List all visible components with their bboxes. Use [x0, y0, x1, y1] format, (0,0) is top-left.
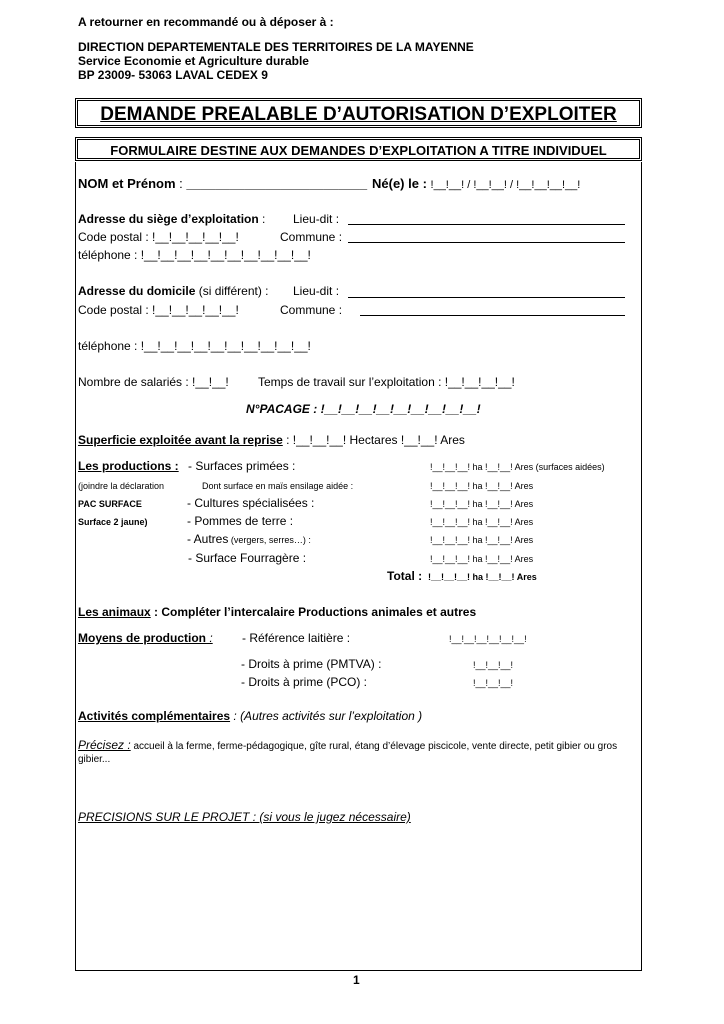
prod-value-mais[interactable]: !__!__!__! ha !__!__! Ares	[430, 481, 534, 491]
siege-commune-label: Commune :	[280, 230, 343, 244]
superficie-row	[78, 433, 465, 447]
domicile-lieudit-field[interactable]	[348, 297, 625, 298]
prod-value-fourragere[interactable]: !__!__!__! ha !__!__! Ares	[430, 554, 534, 564]
domicile-phone-field[interactable]: téléphone : !__!__!__!__!__!__!__!__!__!__!	[78, 339, 311, 353]
precisez-row	[78, 738, 617, 752]
prod-label-pommes: - Pommes de terre :	[187, 514, 294, 528]
superficie-field[interactable]: : !__!__!__! Hectares !__!__! Ares	[282, 433, 465, 447]
siege-phone-field[interactable]: téléphone : !__!__!__!__!__!__!__!__!__!__!	[78, 248, 311, 262]
prod-label-cultures: - Cultures spécialisées :	[187, 496, 315, 510]
name-row	[78, 176, 367, 191]
prod-label-fourragere: - Surface Fourragère :	[188, 551, 307, 565]
lait-field[interactable]: !__!__!__!__!__!__!	[449, 634, 527, 644]
prod-value-primees[interactable]: !__!__!__! ha !__!__! Ares (surfaces aidées)	[430, 462, 605, 472]
siege-commune-field[interactable]	[348, 242, 625, 243]
page-subtitle: FORMULAIRE DESTINE AUX DEMANDES D’EXPLOITATION A TITRE INDIVIDUEL	[110, 143, 607, 158]
prod-label-autres-note: (vergers, serres…) :	[228, 535, 311, 545]
pacage-field[interactable]: N°PACAGE : !__!__!__!__!__!__!__!__!__!	[246, 402, 481, 416]
temps-travail-field[interactable]: Temps de travail sur l’exploitation : !__!__!__!__!	[258, 375, 515, 389]
siege-sep: :	[258, 212, 266, 226]
birth-row	[372, 176, 580, 191]
activites-row	[78, 709, 422, 723]
animaux-label: Les animaux	[78, 605, 151, 619]
superficie-label: Superficie exploitée avant la reprise	[78, 433, 283, 447]
animaux-row	[78, 605, 476, 619]
siege-lieudit-label: Lieu-dit :	[293, 212, 340, 226]
domicile-label: Adresse du domicile	[78, 284, 196, 298]
page-number: 1	[353, 973, 360, 987]
precisez-label: Précisez :	[78, 738, 131, 752]
activites-label: Activités complémentaires	[78, 709, 231, 723]
precisez-text-2: gibier...	[78, 754, 111, 765]
projet-label: PRECISIONS SUR LE PROJET : (si vous le jugez nécessaire)	[78, 810, 411, 824]
pco-label: - Droits à prime (PCO) :	[241, 675, 368, 689]
productions-label: Les productions :	[78, 459, 179, 473]
prod-label-mais: Dont surface en maïs ensilage aidée :	[202, 481, 354, 491]
animaux-text: : Compléter l’intercalaire Productions animales et autres	[150, 605, 477, 619]
activites-note: : (Autres activités sur l’exploitation )	[230, 709, 423, 723]
name-label: NOM et Prénom	[78, 176, 176, 191]
siege-postal-field[interactable]: Code postal : !__!__!__!__!__!	[78, 230, 239, 244]
moyens-row	[78, 631, 213, 645]
title-box	[75, 98, 642, 128]
prod-value-cultures[interactable]: !__!__!__! ha !__!__! Ares	[430, 499, 534, 509]
pac-note-2: PAC SURFACE	[78, 499, 142, 509]
name-field[interactable]: _________________________	[186, 176, 368, 191]
address-line-2: Service Economie et Agriculture durable	[78, 54, 309, 68]
pmtva-field[interactable]: !__!__!__!	[473, 660, 514, 670]
domicile-label-row	[78, 284, 269, 298]
moyens-sep: :	[206, 631, 213, 645]
pac-note-3: Surface 2 jaune)	[78, 517, 148, 527]
domicile-lieudit-label: Lieu-dit :	[293, 284, 340, 298]
siege-label: Adresse du siège d’exploitation	[78, 212, 259, 226]
return-note: A retourner en recommandé ou à déposer à :	[78, 15, 334, 29]
subtitle-box	[75, 137, 642, 161]
total-value[interactable]: !__!__!__! ha !__!__! Ares	[428, 572, 537, 582]
address-line-3: BP 23009- 53063 LAVAL CEDEX 9	[78, 68, 268, 82]
siege-lieudit-field[interactable]	[348, 224, 625, 225]
prod-label-autres	[187, 532, 311, 546]
salaries-field[interactable]: Nombre de salariés : !__!__!	[78, 375, 229, 389]
prod-value-pommes[interactable]: !__!__!__! ha !__!__! Ares	[430, 517, 534, 527]
pac-note-1: (joindre la déclaration	[78, 481, 165, 491]
moyens-label: Moyens de production	[78, 631, 207, 645]
prod-label-primees: - Surfaces primées :	[188, 459, 296, 473]
name-sep: :	[175, 176, 187, 191]
total-label: Total :	[387, 569, 423, 583]
pco-field[interactable]: !__!__!__!	[473, 678, 514, 688]
domicile-commune-field[interactable]	[360, 315, 625, 316]
domicile-postal-field[interactable]: Code postal : !__!__!__!__!__!	[78, 303, 239, 317]
siege-label-row	[78, 212, 265, 226]
prod-label-autres-text: - Autres	[187, 532, 229, 546]
address-line-1: DIRECTION DEPARTEMENTALE DES TERRITOIRES DE LA MAYENNE	[78, 40, 474, 54]
domicile-commune-label: Commune :	[280, 303, 343, 317]
precisez-text-1: accueil à la ferme, ferme-pédagogique, gîte rural, étang d’élevage piscicole, vente directe, petit gibier ou gros	[130, 741, 618, 752]
birth-date-field[interactable]: !__!__! / !__!__! / !__!__!__!__!	[430, 179, 581, 191]
birth-label: Né(e) le :	[372, 176, 431, 191]
lait-label: - Référence laitière :	[242, 631, 351, 645]
prod-value-autres[interactable]: !__!__!__! ha !__!__! Ares	[430, 535, 534, 545]
page-title: DEMANDE PREALABLE D’AUTORISATION D’EXPLOITER	[100, 104, 617, 125]
domicile-note: (si différent) :	[195, 284, 269, 298]
pmtva-label: - Droits à prime (PMTVA) :	[241, 657, 382, 671]
